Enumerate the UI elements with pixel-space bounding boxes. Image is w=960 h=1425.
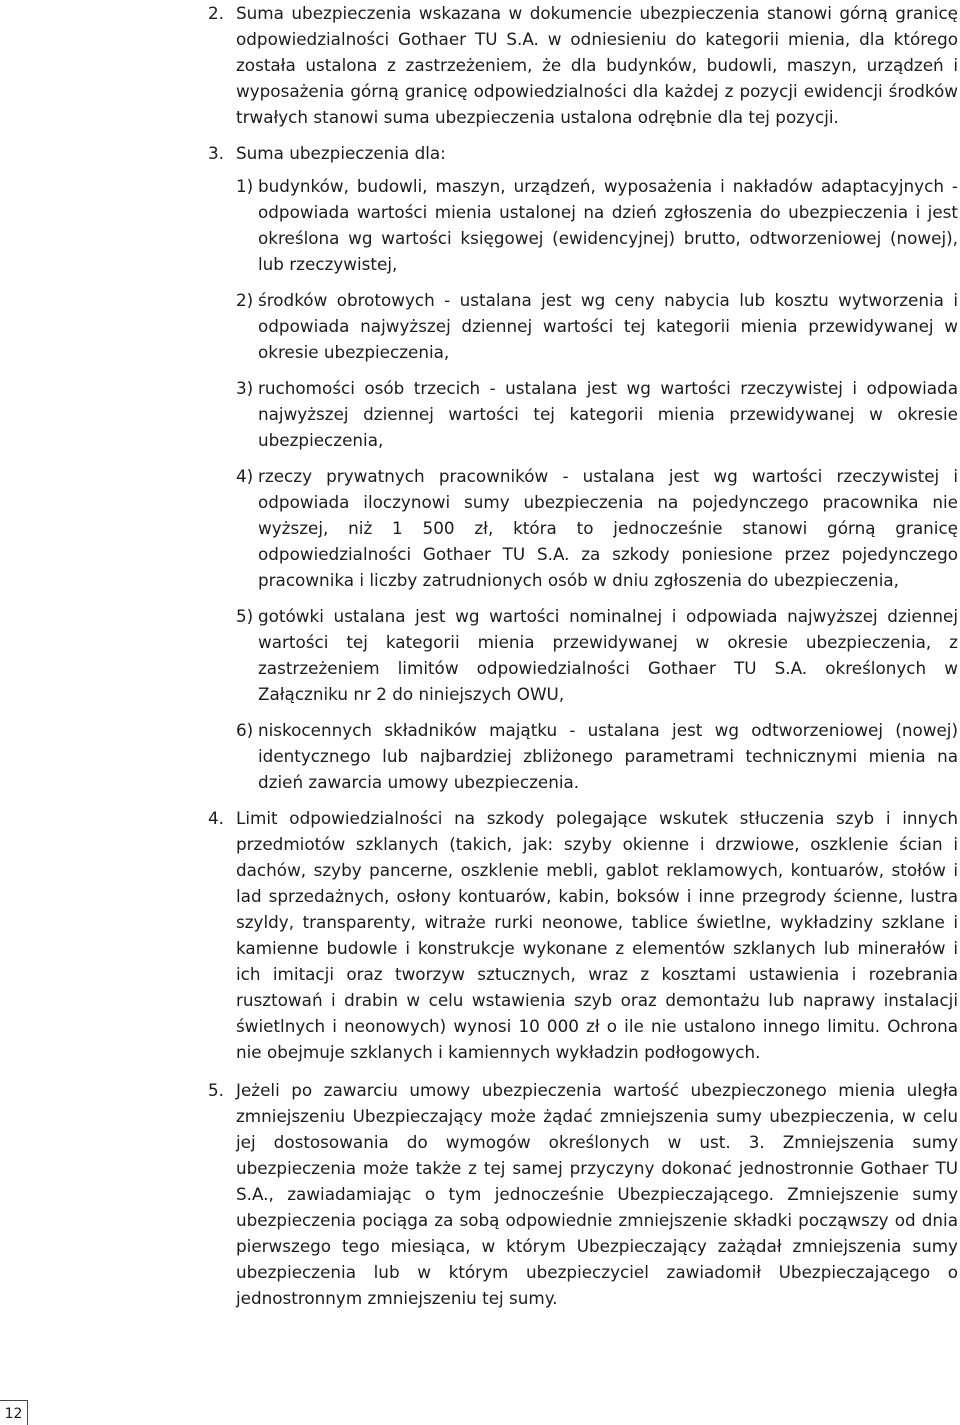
paragraph-text: Suma ubezpieczenia dla:	[236, 143, 446, 163]
sub-item-text: rzeczy prywatnych pracowników - ustalana jest wg wartości rzeczywistej i odpowiada iloczynowi sumy ubezpieczenia na pojedynczego pracownika nie wyższej, niż 1 500 zł, która to jednocześnie stanowi górną granicę odpowiedzialności Gothaer TU S.A. za szkody poniesione przez pojedynczego pracownika i liczby zatrudnionych osób w dniu zgłoszenia do ubezpieczenia,	[258, 466, 958, 590]
paragraph-text: Limit odpowiedzialności na szkody polegające wskutek stłuczenia szyb i innych przedmiotów szklanych (takich, jak: szyby okienne i drzwiowe, oszklenie ścian i dachów, szyby pancerne, oszklenie mebli, gablot reklamowych, kontuarów, stołów i lad sprzedażnych, osłony kontuarów, kabin, boksów i inne przegrody ścienne, lustra szyldy, transparenty, witraże rurki neonowe, tablice świetlne, wykładziny szklane i kamienne budowle i konstrukcje wykonane z elementów szklanych lub minerałów i ich imitacji oraz tworzyw sztucznych, wraz z kosztami ustawienia i rozebrania rusztowań i drabin w celu wstawienia szyb oraz demontażu lub naprawy instalacji świetlnych i neonowych) wynosi 10 000 zł o ile nie ustalono innego limitu. Ochrona nie obejmuje szklanych i kamiennych wykładzin podłogowych.	[236, 808, 958, 1062]
paragraph-text: Suma ubezpieczenia wskazana w dokumencie ubezpieczenia stanowi górną granicę odpowiedzialności Gothaer TU S.A. w odniesieniu do kategorii mienia, dla którego została ustalona z zastrzeżeniem, że dla budynków, budowli, maszyn, urządzeń i wyposażenia górną granicę odpowiedzialności dla każdej z pozycji ewidencji środków trwałych stanowi suma ubezpieczenia ustalona odrębnie dla tej pozycji.	[236, 3, 958, 127]
sub-list	[236, 173, 958, 795]
paragraph-number: 3.	[208, 143, 225, 163]
sub-item-text: środków obrotowych - ustalana jest wg ceny nabycia lub kosztu wytworzenia i odpowiada najwyższej dziennej wartości tej kategorii mienia przewidywanej w okresie ubezpieczenia,	[258, 290, 958, 362]
paragraph-number: 4.	[208, 808, 225, 828]
sub-item-number: 2)	[236, 290, 254, 310]
document-body	[208, 0, 958, 1311]
sub-item-5	[236, 603, 958, 707]
sub-item-text: niskocennych składników majątku - ustalana jest wg odtworzeniowej (nowej) identycznego lub najbardziej zbliżonego parametrami technicznymi mienia na dzień zawarcia umowy ubezpieczenia.	[258, 720, 958, 792]
sub-item-text: budynków, budowli, maszyn, urządzeń, wyposażenia i nakładów adaptacyjnych - odpowiada wartości mienia ustalonej na dzień zgłoszenia do ubezpieczenia i jest określona wg wartości księgowej (ewidencyjnej) brutto, odtworzeniowej (nowej), lub rzeczywistej,	[258, 176, 958, 274]
sub-item-number: 6)	[236, 720, 254, 740]
sub-item-number: 4)	[236, 466, 254, 486]
sub-item-text: gotówki ustalana jest wg wartości nominalnej i odpowiada najwyższej dziennej wartości tej kategorii mienia przewidywanej w okresie ubezpieczenia, z zastrzeżeniem limitów odpowiedzialności Gothaer TU S.A. określonych w Załączniku nr 2 do niniejszych OWU,	[258, 606, 958, 704]
sub-item-number: 5)	[236, 606, 254, 626]
page-number: 12	[0, 1400, 28, 1425]
paragraph-4	[208, 805, 958, 1065]
sub-item-number: 1)	[236, 176, 254, 196]
sub-item-3	[236, 375, 958, 453]
paragraph-2	[208, 0, 958, 130]
sub-item-6	[236, 717, 958, 795]
sub-item-number: 3)	[236, 378, 254, 398]
paragraph-3	[208, 140, 958, 795]
sub-item-1	[236, 173, 958, 277]
paragraph-number: 5.	[208, 1080, 225, 1100]
sub-item-2	[236, 287, 958, 365]
sub-item-4	[236, 463, 958, 593]
sub-item-text: ruchomości osób trzecich - ustalana jest wg wartości rzeczywistej i odpowiada najwyższej dziennej wartości tej kategorii mienia przewidywanej w okresie ubezpieczenia,	[258, 378, 958, 450]
paragraph-5	[208, 1077, 958, 1311]
paragraph-number: 2.	[208, 3, 225, 23]
paragraph-text: Jeżeli po zawarciu umowy ubezpieczenia wartość ubezpieczonego mienia uległa zmniejszeniu Ubezpieczający może żądać zmniejszenia sumy ubezpieczenia, w celu jej dostosowania do wymogów określonych w ust. 3. Zmniejszenia sumy ubezpieczenia może także z tej samej przyczyny dokonać jednostronnie Gothaer TU S.A., zawiadamiając o tym jednocześnie Ubezpieczającego. Zmniejszenie sumy ubezpieczenia pociąga za sobą odpowiednie zmniejszenie składki począwszy od dnia pierwszego tego miesiąca, w którym Ubezpieczający zażądał zmniejszenia sumy ubezpieczenia lub w którym ubezpieczyciel zawiadomił Ubezpieczającego o jednostronnym zmniejszeniu tej sumy.	[236, 1080, 958, 1308]
